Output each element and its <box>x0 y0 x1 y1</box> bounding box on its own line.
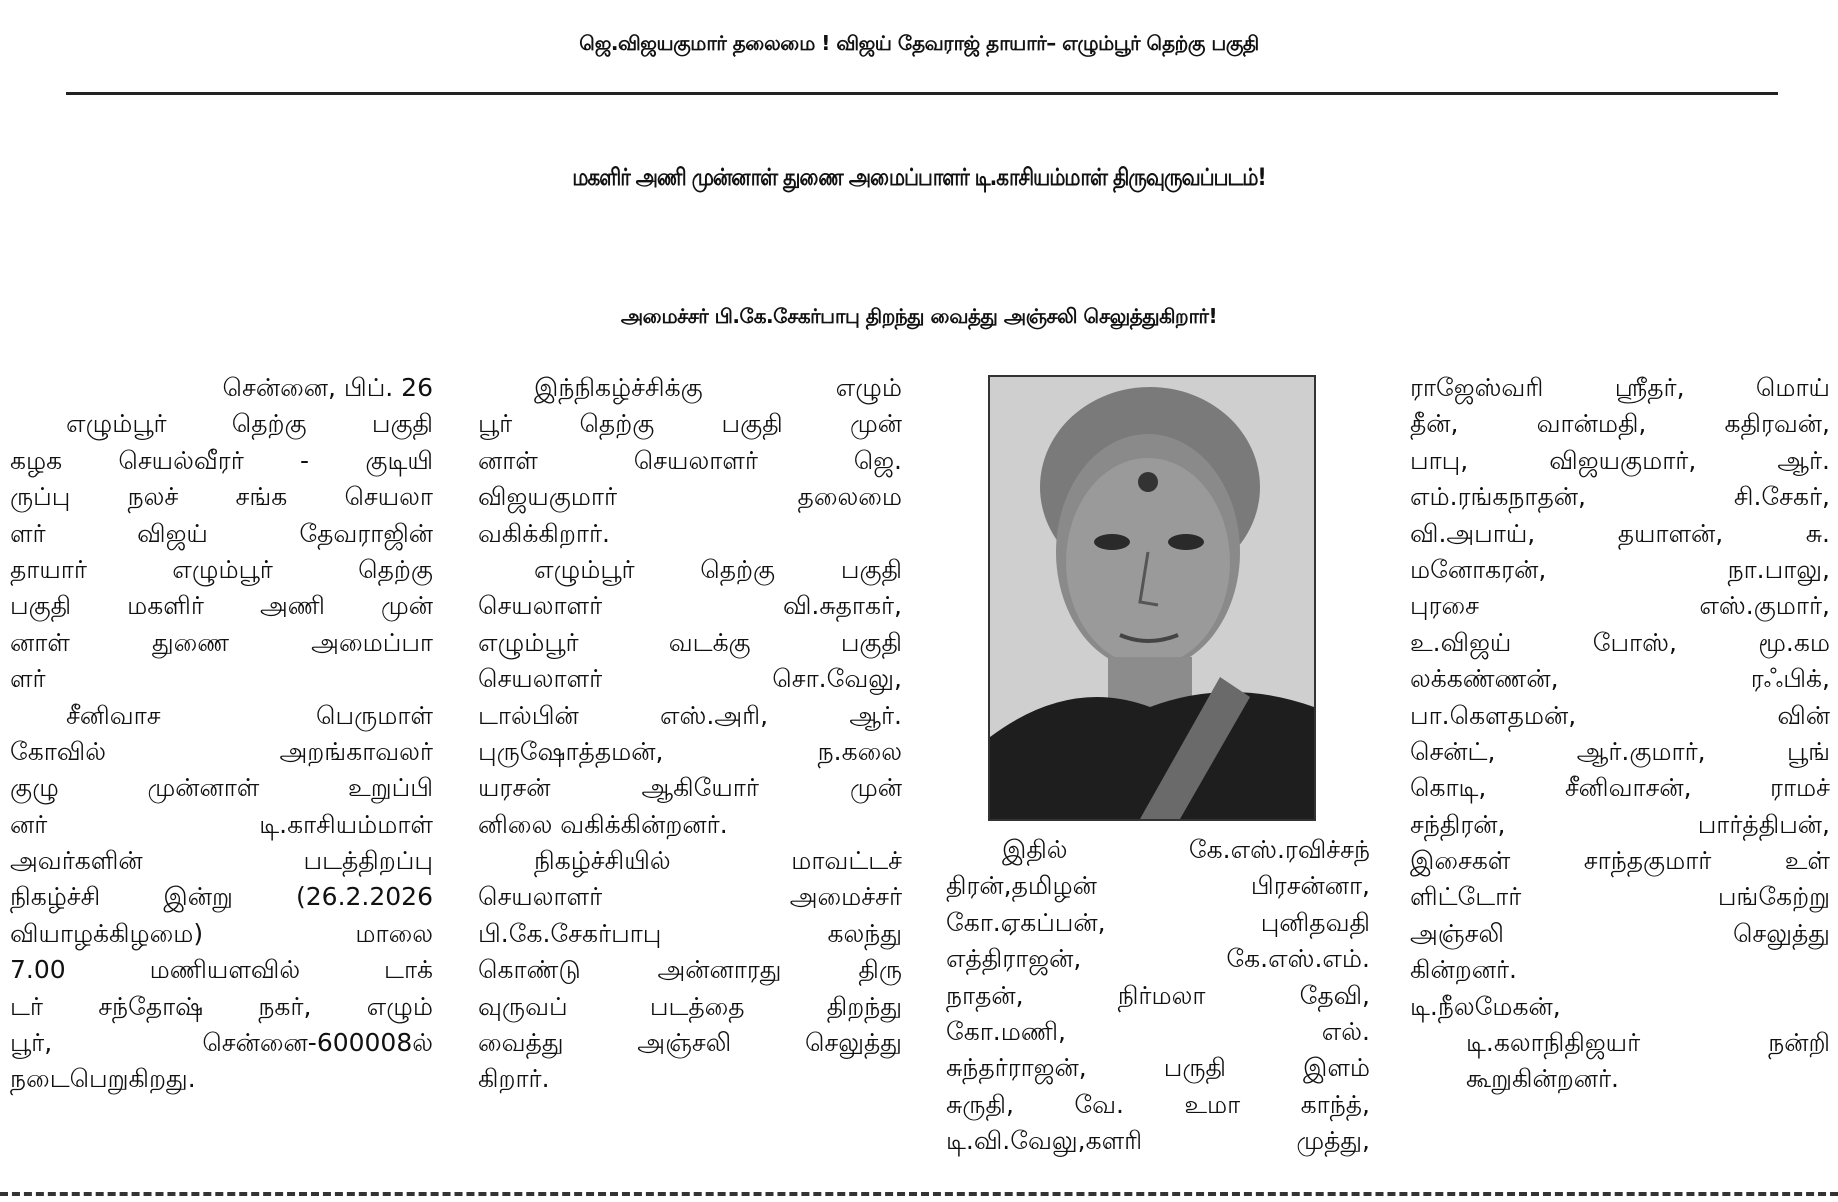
article-line: வகிக்கிறார். <box>478 518 610 548</box>
article-line: தாயார் எழும்பூர் தெற்கு <box>10 554 433 584</box>
article-line: உ.விஜய் போஸ், மூ.கம <box>1410 627 1830 657</box>
column-3 <box>946 832 1370 1160</box>
article-line: ளர் <box>10 664 46 694</box>
article-line: னாள் துணை அமைப்பா <box>10 627 433 657</box>
article-line: லக்கண்ணன், ரஃபிக், <box>1410 664 1830 694</box>
article-line: எழும்பூர் வடக்கு பகுதி <box>478 627 902 657</box>
article-line: வியாழக்கிழமை) மாலை <box>10 918 433 948</box>
article-line: எம்.ரங்கநாதன், சி.சேகர், <box>1410 482 1830 512</box>
article-line: னர் டி.காசியம்மாள் <box>10 809 433 839</box>
article-line: விஜயகுமார் தலைமை <box>478 482 902 512</box>
article-line: டி.கலாநிதிஜயர் நன்றி <box>1466 1028 1830 1058</box>
article-line: கழக செயல்வீரர் - குடியி <box>10 445 433 475</box>
article-line: நிகழ்ச்சி இன்று (26.2.2026 <box>10 882 433 912</box>
article-line: கொண்டு அன்னாரது திரு <box>478 955 902 985</box>
article-line: எத்திராஜன், கே.எஸ்.எம். <box>946 944 1370 974</box>
article-line: பூர் தெற்கு பகுதி முன் <box>478 409 902 439</box>
column-1 <box>10 370 433 1098</box>
column-4 <box>1410 370 1830 1098</box>
article-line: சந்திரன், பார்த்திபன், <box>1410 809 1830 839</box>
article-line: சென்னை, பிப். 26 <box>222 373 433 402</box>
article-line: வுருவப் படத்தை திறந்து <box>478 991 902 1021</box>
bottom-dashed-rule <box>0 1192 1838 1196</box>
article-line: சுந்தர்ராஜன், பருதி இளம் <box>946 1053 1370 1083</box>
article-line: மனோகரன், நா.பாலு, <box>1410 554 1830 584</box>
article-line: கின்றனர். <box>1410 955 1517 985</box>
article-line: அவர்களின் படத்திறப்பு <box>10 846 433 876</box>
article-line: கூறுகின்றனர். <box>1466 1064 1619 1094</box>
article-line: டால்பின் எஸ்.அரி, ஆர். <box>478 700 902 730</box>
article-line: ராஜேஸ்வரி ஸ்ரீதர், மொய் <box>1410 373 1830 402</box>
article-line: கோ.மணி, எல். <box>946 1016 1370 1046</box>
article-line: சுருதி, வே. உமா காந்த், <box>946 1089 1370 1119</box>
article-line: அஞ்சலி செலுத்து <box>1410 918 1830 948</box>
subheadline: அமைச்சர் பி.கே.சேகர்பாபு திறந்து வைத்து அஞ்சலி செலுத்துகிறார்! <box>620 303 1218 328</box>
article-line: கோவில் அறங்காவலர் <box>10 736 433 766</box>
article-line: சீனிவாச பெருமாள் <box>66 700 433 730</box>
column-2 <box>478 370 902 1098</box>
article-line: புரசை எஸ்.குமார், <box>1410 591 1830 621</box>
article-line: டர் சந்தோஷ் நகர், எழும் <box>10 991 433 1021</box>
article-line: ளிட்டோர் பங்கேற்று <box>1410 882 1830 912</box>
article-line: செயலாளர் அமைச்சர் <box>478 882 902 912</box>
article-line: பகுதி மகளிர் அணி முன் <box>10 591 433 621</box>
article-line: பா.கௌதமன், வின் <box>1410 700 1830 730</box>
kicker-line: ஜெ.விஜயகுமார் தலைமை ! விஜய் தேவராஜ் தாயார்– எழும்பூர் தெற்கு பகுதி <box>579 30 1259 55</box>
article-line: செயலாளர் சொ.வேலு, <box>478 664 902 694</box>
article-line: நாதன், நிர்மலா தேவி, <box>946 980 1370 1010</box>
article-line: ளர் விஜய் தேவராஜின் <box>10 518 433 548</box>
article-line: டி.நீலமேகன், <box>1410 991 1561 1021</box>
article-line: ருப்பு நலச் சங்க செயலா <box>10 482 433 512</box>
top-rule <box>66 92 1778 95</box>
article-line: னிலை வகிக்கின்றனர். <box>478 809 728 839</box>
article-line: வைத்து அஞ்சலி செலுத்து <box>478 1028 902 1058</box>
article-line: இதில் கே.எஸ்.ரவிச்சந் <box>1002 835 1370 864</box>
article-line: யரசன் ஆகியோர் முன் <box>478 773 902 803</box>
article-line: திரன்,தமிழன் பிரசன்னா, <box>946 871 1370 901</box>
article-line: சென்ட், ஆர்.குமார், பூங் <box>1410 736 1830 766</box>
article-line: கோ.ஏகப்பன், புனிதவதி <box>946 907 1370 937</box>
article-line: குழு முன்னாள் உறுப்பி <box>10 773 433 803</box>
article-line: நடைபெறுகிறது. <box>10 1064 196 1094</box>
article-line: பாபு, விஜயகுமார், ஆர். <box>1410 445 1830 475</box>
portrait-illustration <box>990 377 1314 819</box>
article-line: வி.அபாய், தயாளன், சு. <box>1410 518 1830 548</box>
article-line: பூர், சென்னை-600008ல் <box>10 1028 433 1058</box>
article-line: புருஷோத்தமன், ந.கலை <box>478 736 902 766</box>
article-line: இசைகள் சாந்தகுமார் உள் <box>1410 846 1830 876</box>
headline: மகளிர் அணி முன்னாள் துணை அமைப்பாளர் டி.காசியம்மாள் திருவுருவப்படம்! <box>572 162 1266 191</box>
article-line: டி.வி.வேலு,களரி முத்து, <box>946 1126 1370 1156</box>
article-line: னாள் செயலாளர் ஜெ. <box>478 445 902 475</box>
article-line: தீன், வான்மதி, கதிரவன், <box>1410 409 1830 439</box>
article-line: செயலாளர் வி.சுதாகர், <box>478 591 902 621</box>
article-line: இந்நிகழ்ச்சிக்கு எழும் <box>534 373 902 402</box>
article-line: கிறார். <box>478 1064 550 1094</box>
article-line: பி.கே.சேகர்பாபு கலந்து <box>478 918 902 948</box>
article-line: நிகழ்ச்சியில் மாவட்டச் <box>534 846 902 876</box>
article-line: கொடி, சீனிவாசன், ராமச் <box>1410 773 1830 803</box>
article-line: எழும்பூர் தெற்கு பகுதி <box>66 409 433 439</box>
article-line: 7.00 மணியளவில் டாக் <box>10 955 433 985</box>
portrait-photo <box>988 375 1316 821</box>
article-line: எழும்பூர் தெற்கு பகுதி <box>534 554 902 584</box>
